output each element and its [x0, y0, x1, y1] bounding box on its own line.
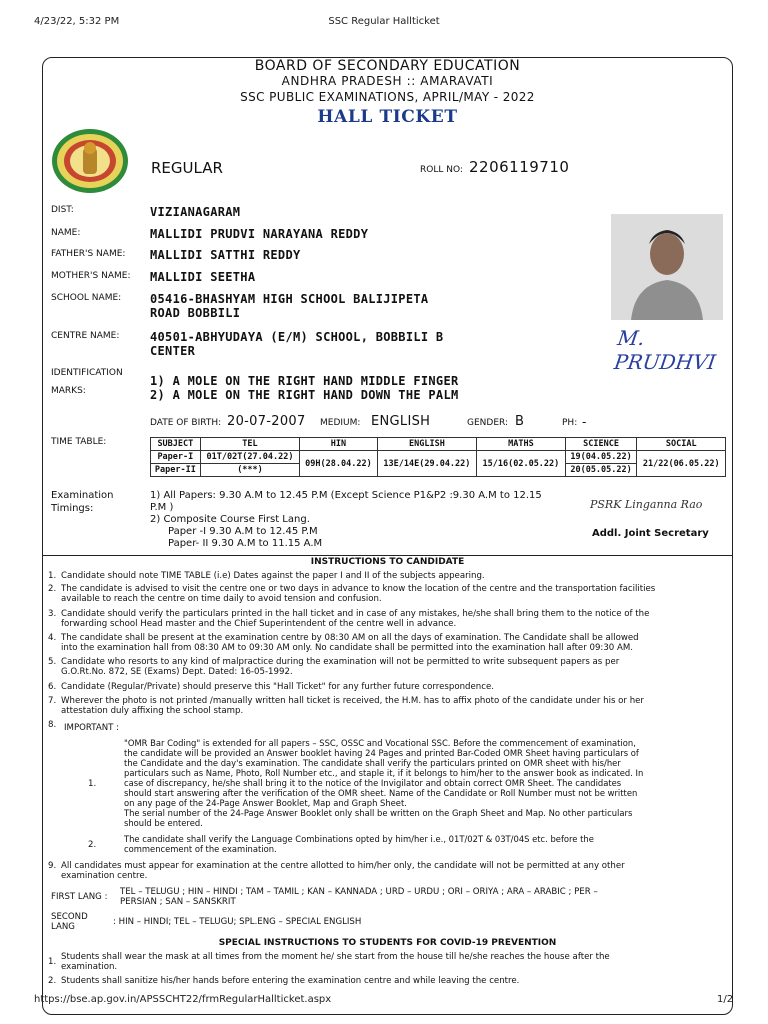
covid-heading: SPECIAL INSTRUCTIONS TO STUDENTS FOR COVID-19 PREVENTION	[218, 938, 557, 948]
th-maths: MATHS	[477, 438, 565, 451]
important-1-line-a: "OMR Bar Coding" is extended for all papers – SSC, OSSC and Vocational SSC. Before the commencement of examination,	[124, 738, 636, 748]
school-value-line1: 05416-BHASHYAM HIGH SCHOOL BALIJIPETA	[150, 292, 429, 306]
father-label: FATHER'S NAME:	[51, 249, 126, 259]
centre-value-line1: 40501-ABHYUDAYA (E/M) SCHOOL, BOBBILI B	[150, 330, 444, 344]
th-social: SOCIAL	[637, 438, 726, 451]
name-value: MALLIDI PRUDVI NARAYANA REDDY	[150, 227, 369, 241]
important-2-line-a: The candidate shall verify the Language Combinations opted by him/her i.e., 01T/02T & 03T/04S etc. before the	[124, 834, 594, 844]
print-timestamp: 4/23/22, 5:32 PM	[34, 16, 120, 27]
instruction-9b: examination centre.	[61, 871, 148, 881]
print-page-number: 1/2	[717, 994, 734, 1005]
instruction-4b: into the examination hall from 08:30 AM to 09:30 AM only. No candidate shall be permitted into the examination hall after 09:30 AM.	[61, 643, 634, 653]
social-date: 21/22(06.05.22)	[637, 451, 726, 477]
father-value: MALLIDI SATTHI REDDY	[150, 248, 301, 262]
hin-date: 09H(28.04.22)	[300, 451, 377, 477]
tel-paper2: (***)	[200, 464, 300, 477]
paper1-label: Paper-I	[151, 451, 201, 464]
important-1-line-d: particulars such as Name, Photo, Roll Number etc., and staple it, if it belongs to him/her to the answer book as indicated. In	[124, 768, 644, 778]
important-2-line-b: commencement of the examination.	[124, 844, 277, 854]
name-label: NAME:	[51, 228, 81, 238]
important-2	[124, 834, 594, 854]
ident-label-line2: MARKS:	[51, 386, 86, 396]
hall-ticket-heading: HALL TICKET	[317, 107, 458, 127]
th-subject: SUBJECT	[151, 438, 201, 451]
important-1-line-h: The serial number of the 24-Page Answer Booklet only shall be written on the Graph Sheet and Map. No other particulars	[124, 808, 633, 818]
timings-line3: 2) Composite Course First Lang.	[150, 514, 310, 525]
exam-title: SSC PUBLIC EXAMINATIONS, APRIL/MAY - 2022	[240, 90, 535, 104]
important-1-line-i: should be entered.	[124, 818, 203, 828]
th-hin: HIN	[300, 438, 377, 451]
covid-1b: examination.	[61, 962, 118, 972]
paper2-label: Paper-II	[151, 464, 201, 477]
dist-value: VIZIANAGARAM	[150, 205, 241, 219]
timings-line5: Paper- II 9.30 A.M to 11.15 A.M	[168, 538, 323, 549]
ident-label-line1: IDENTIFICATION	[51, 368, 123, 378]
instruction-1: Candidate should note TIME TABLE (i.e) Dates against the paper I and II of the subjects appearing.	[61, 571, 485, 581]
important-1	[124, 738, 643, 828]
science-paper2: 20(05.05.22)	[565, 464, 637, 477]
important-1-line-c: the Candidate and the day's examination. The candidate shall verify the particulars printed on OMR sheet with his/her	[124, 758, 621, 768]
instructions-divider	[42, 555, 733, 556]
timetable-row-paper1	[151, 451, 726, 464]
first-lang-line2: PERSIAN ; SAN – SANSKRIT	[120, 897, 236, 907]
dob-value: 20-07-2007	[227, 414, 306, 429]
timings-text	[150, 490, 580, 550]
covid-1a: Students shall wear the mask at all times from the moment he/ she start from the house till he/she reaches the house after the	[61, 952, 610, 962]
important-1-line-b: the candidate will be provided an Answer booklet having 24 Pages and printed Bar-Coded OMR Sheet having particulars of	[124, 748, 639, 758]
medium-label: MEDIUM:	[320, 418, 361, 428]
important-1-line-g: on any page of the 24-Page Answer Booklet, Map and Graph Sheet.	[124, 798, 407, 808]
centre-value-line2: CENTER	[150, 344, 196, 358]
second-lang-label-line2: LANG	[51, 922, 75, 932]
tel-paper1: 01T/02T(27.04.22)	[200, 451, 300, 464]
timings-label-line2: Timings:	[51, 503, 94, 514]
important-1-line-e: case of discrepancy, he/she shall bring it to the notice of the Invigilator and obtain correct OMR Sheet. The candidates	[124, 778, 622, 788]
instruction-2b: available to reach the centre on time daily to avoid tension and confusion.	[61, 594, 382, 604]
english-date: 13E/14E(29.04.22)	[377, 451, 477, 477]
mother-value: MALLIDI SEETHA	[150, 270, 256, 284]
school-label: SCHOOL NAME:	[51, 293, 122, 303]
instruction-3a: Candidate should verify the particulars printed in the hall ticket and in case of any mistakes, he/she shall bring them to the notice of the	[61, 609, 650, 619]
ap-emblem-icon	[50, 128, 130, 194]
first-lang-label: FIRST LANG :	[51, 892, 108, 902]
ph-label: PH:	[562, 418, 578, 428]
important-label: IMPORTANT :	[64, 723, 120, 733]
candidate-type: REGULAR	[151, 159, 223, 177]
timings-line2: P.M )	[150, 502, 174, 513]
instructions-heading: INSTRUCTIONS TO CANDIDATE	[310, 557, 465, 567]
timetable-header-row	[151, 438, 726, 451]
timings-line1: 1) All Papers: 9.30 A.M to 12.45 P.M (Except Science P1&P2 :9.30 A.M to 12.15	[150, 490, 542, 501]
second-lang-value: : HIN – HINDI; TEL – TELUGU; SPL.ENG – SPECIAL ENGLISH	[113, 917, 362, 927]
official-title: Addl. Joint Secretary	[592, 528, 709, 539]
dist-label: DIST:	[51, 205, 74, 215]
instruction-5b: G.O.Rt.No. 872, SE (Exams) Dept. Dated: 16-05-1992.	[61, 667, 293, 677]
instruction-7b: attestation duly affixing the school stamp.	[61, 706, 244, 716]
school-value-line2: ROAD BOBBILI	[150, 306, 241, 320]
gender-value: B	[515, 414, 524, 429]
ph-value: -	[582, 415, 587, 429]
timetable	[150, 437, 726, 477]
instruction-6: Candidate (Regular/Private) should preserve this "Hall Ticket" for any further future correspondence.	[61, 682, 494, 692]
th-tel: TEL	[200, 438, 300, 451]
instruction-4a: The candidate shall be present at the examination centre by 08:30 AM on all the days of examination. The Candidate shall be allowed	[61, 633, 639, 643]
timings-line4: Paper -I 9.30 A.M to 12.45 P.M	[168, 526, 318, 537]
th-science: SCIENCE	[565, 438, 637, 451]
gender-label: GENDER:	[467, 418, 509, 428]
important-1-line-f: should start answering after the verification of the OMR sheet. Name of the Candidate or Roll Number must not be written	[124, 788, 638, 798]
roll-no-value: 2206119710	[469, 158, 570, 176]
maths-date: 15/16(02.05.22)	[477, 451, 565, 477]
board-location: ANDHRA PRADESH :: AMARAVATI	[281, 74, 494, 88]
instruction-9a: All candidates must appear for examination at the centre allotted to him/her only, the candidate will not be permitted at any other	[61, 861, 625, 871]
instruction-5a: Candidate who resorts to any kind of malpractice during the examination will not be permitted to write subsequent papers as per	[61, 657, 620, 667]
candidate-photo	[611, 214, 723, 320]
ident-mark-1: 1) A MOLE ON THE RIGHT HAND MIDDLE FINGER	[150, 374, 459, 388]
th-english: ENGLISH	[377, 438, 477, 451]
instruction-2a: The candidate is advised to visit the centre one or two days in advance to know the location of the centre and the transportation facilities	[61, 584, 656, 594]
centre-label: CENTRE NAME:	[51, 331, 120, 341]
roll-no-label: ROLL NO:	[420, 165, 463, 175]
timings-label-line1: Examination	[51, 490, 114, 501]
ident-mark-2: 2) A MOLE ON THE RIGHT HAND DOWN THE PALM	[150, 388, 459, 402]
instruction-7a: Wherever the photo is not printed /manually written hall ticket is received, the H.M. has to affix photo of the candidate under his or her	[61, 696, 644, 706]
second-lang-label-line1: SECOND	[51, 912, 88, 922]
science-paper1: 19(04.05.22)	[565, 451, 637, 464]
print-page-title: SSC Regular Hallticket	[328, 16, 440, 27]
mother-label: MOTHER'S NAME:	[51, 271, 131, 281]
instruction-3b: forwarding school Head master and the Chief Superintendent of the centre well in advance.	[61, 619, 457, 629]
medium-value: ENGLISH	[371, 414, 431, 429]
dob-label: DATE OF BIRTH:	[150, 418, 222, 428]
first-lang-line1: TEL – TELUGU ; HIN – HINDI ; TAM – TAMIL ; KAN – KANNADA ; URD – URDU ; ORI – ORIYA ; ARA – ARABIC ; PER –	[120, 887, 598, 897]
board-name: BOARD OF SECONDARY EDUCATION	[254, 58, 521, 74]
candidate-signature: M. PRUDHVI	[612, 326, 718, 374]
covid-2: Students shall sanitize his/her hands before entering the examination centre and while leaving the centre.	[61, 976, 520, 986]
print-url: https://bse.ap.gov.in/APSSCHT22/frmRegularHallticket.aspx	[34, 994, 332, 1005]
official-signature: PSRK Linganna Rao	[590, 498, 703, 511]
timetable-label: TIME TABLE:	[51, 437, 107, 447]
